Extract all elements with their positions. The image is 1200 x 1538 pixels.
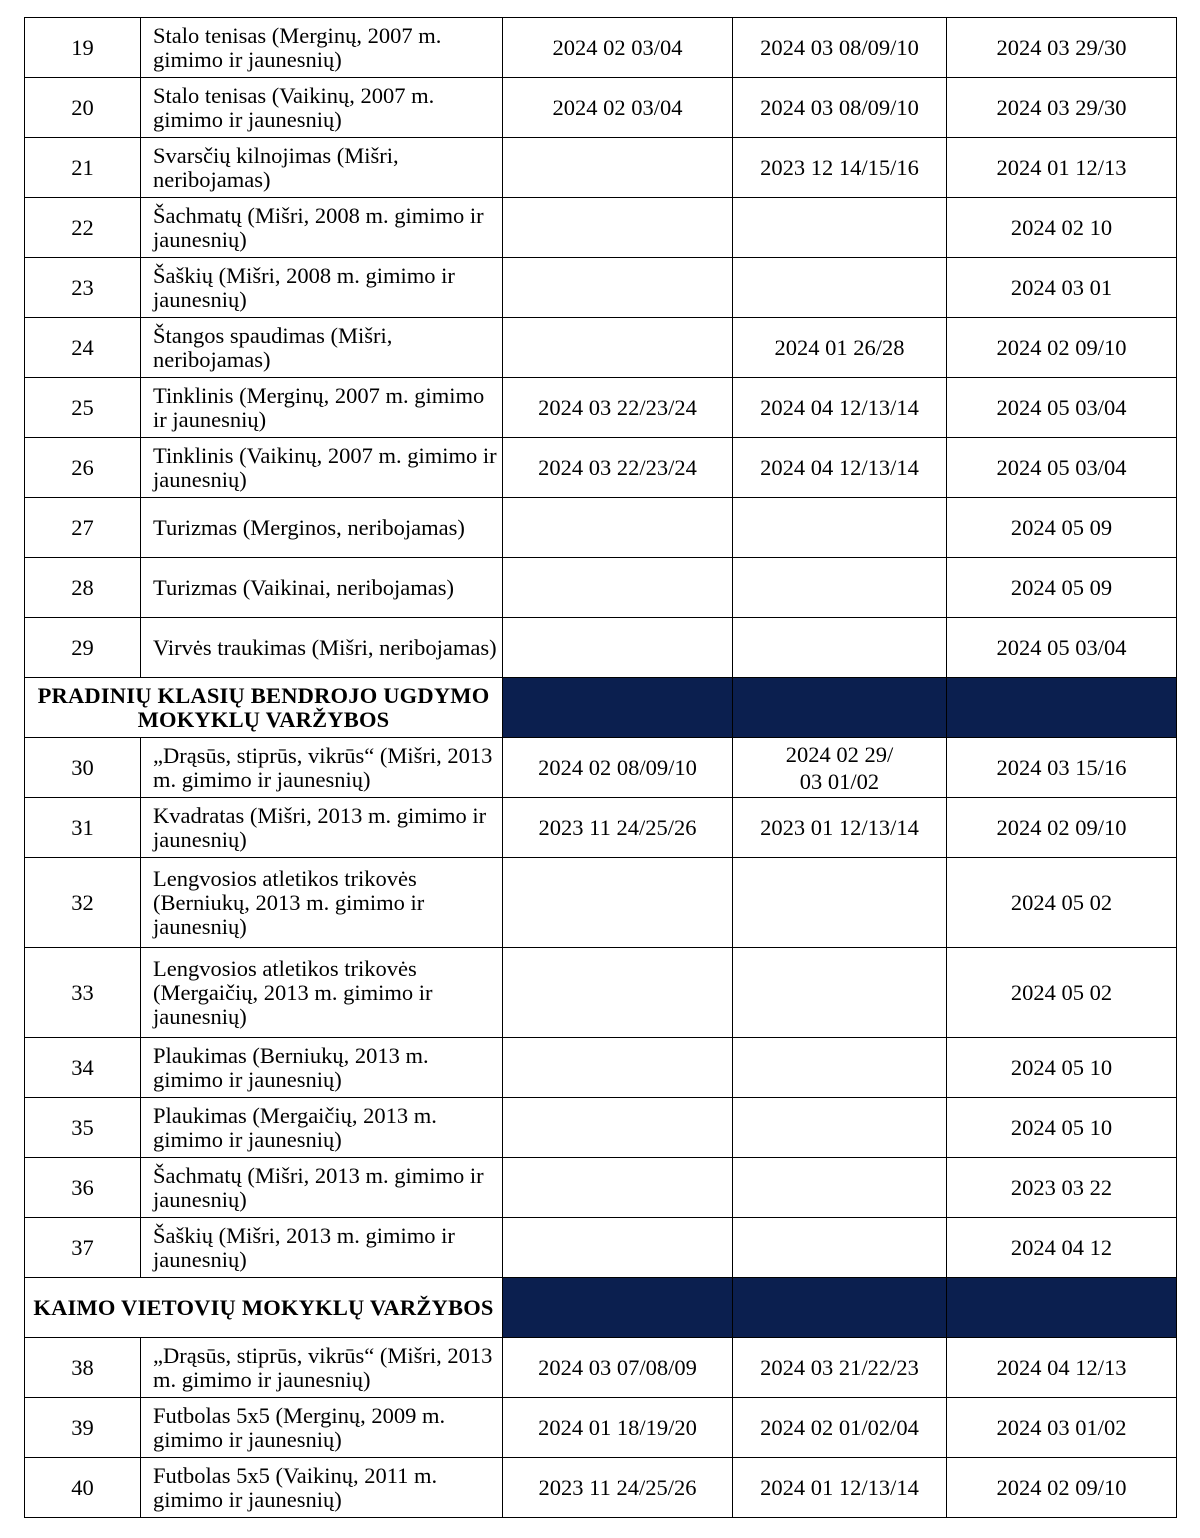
row-number: 30 xyxy=(25,738,141,798)
date-stage-1 xyxy=(503,498,733,558)
section-fill-cell xyxy=(947,1278,1177,1338)
date-stage-1 xyxy=(503,138,733,198)
date-stage-1: 2024 02 03/04 xyxy=(503,18,733,78)
table-row xyxy=(25,1158,1177,1218)
date-stage-2 xyxy=(733,498,947,558)
table-row xyxy=(25,138,1177,198)
date-stage-3: 2024 01 12/13 xyxy=(947,138,1177,198)
table-row xyxy=(25,1338,1177,1398)
date-stage-1: 2023 11 24/25/26 xyxy=(503,1458,733,1518)
section-fill-cell xyxy=(733,1278,947,1338)
date-stage-3: 2024 05 02 xyxy=(947,948,1177,1038)
date-stage-1: 2024 03 07/08/09 xyxy=(503,1338,733,1398)
date-stage-3: 2024 05 09 xyxy=(947,558,1177,618)
competition-name: Plaukimas (Berniukų, 2013 m. gimimo ir jaunesnių) xyxy=(141,1038,503,1098)
date-stage-1 xyxy=(503,258,733,318)
date-stage-2: 2024 03 08/09/10 xyxy=(733,78,947,138)
row-number: 20 xyxy=(25,78,141,138)
date-stage-2: 2023 12 14/15/16 xyxy=(733,138,947,198)
competition-name: „Drąsūs, stiprūs, vikrūs“ (Mišri, 2013 m. gimimo ir jaunesnių) xyxy=(141,1338,503,1398)
date-stage-3: 2023 03 22 xyxy=(947,1158,1177,1218)
date-stage-3: 2024 02 10 xyxy=(947,198,1177,258)
competition-name: Šachmatų (Mišri, 2008 m. gimimo ir jaunesnių) xyxy=(141,198,503,258)
section-title-primary: PRADINIŲ KLASIŲ BENDROJO UGDYMO MOKYKLŲ VARŽYBOS xyxy=(25,678,503,738)
row-number: 38 xyxy=(25,1338,141,1398)
date-stage-2 xyxy=(733,1038,947,1098)
row-number: 29 xyxy=(25,618,141,678)
date-stage-3: 2024 05 03/04 xyxy=(947,378,1177,438)
date-stage-3: 2024 03 29/30 xyxy=(947,78,1177,138)
row-number: 19 xyxy=(25,18,141,78)
row-number: 21 xyxy=(25,138,141,198)
date-stage-2 xyxy=(733,858,947,948)
row-number: 34 xyxy=(25,1038,141,1098)
date-stage-3: 2024 05 09 xyxy=(947,498,1177,558)
competition-name: Plaukimas (Mergaičių, 2013 m. gimimo ir jaunesnių) xyxy=(141,1098,503,1158)
table-row xyxy=(25,1218,1177,1278)
date-stage-2 xyxy=(733,558,947,618)
competition-name: Stalo tenisas (Merginų, 2007 m. gimimo ir jaunesnių) xyxy=(141,18,503,78)
section-fill-cell xyxy=(947,678,1177,738)
table-row xyxy=(25,378,1177,438)
competition-name: Virvės traukimas (Mišri, neribojamas) xyxy=(141,618,503,678)
row-number: 37 xyxy=(25,1218,141,1278)
competition-name: Štangos spaudimas (Mišri, neribojamas) xyxy=(141,318,503,378)
date-stage-3: 2024 05 10 xyxy=(947,1098,1177,1158)
row-number: 24 xyxy=(25,318,141,378)
competition-name: Kvadratas (Mišri, 2013 m. gimimo ir jaunesnių) xyxy=(141,798,503,858)
table-row xyxy=(25,798,1177,858)
section-header-row xyxy=(25,1278,1177,1338)
date-stage-1: 2024 02 03/04 xyxy=(503,78,733,138)
date-stage-2: 2024 04 12/13/14 xyxy=(733,378,947,438)
date-stage-1 xyxy=(503,1218,733,1278)
date-stage-2: 2024 01 26/28 xyxy=(733,318,947,378)
date-stage-2: 2023 01 12/13/14 xyxy=(733,798,947,858)
competition-name: Turizmas (Merginos, neribojamas) xyxy=(141,498,503,558)
competition-name: Turizmas (Vaikinai, neribojamas) xyxy=(141,558,503,618)
date-stage-1 xyxy=(503,858,733,948)
row-number: 31 xyxy=(25,798,141,858)
date-stage-1: 2024 02 08/09/10 xyxy=(503,738,733,798)
table-row xyxy=(25,1038,1177,1098)
competition-name: Tinklinis (Vaikinų, 2007 m. gimimo ir jaunesnių) xyxy=(141,438,503,498)
date-stage-1 xyxy=(503,558,733,618)
competition-name: Šaškių (Mišri, 2008 m. gimimo ir jaunesnių) xyxy=(141,258,503,318)
date-stage-3: 2024 05 10 xyxy=(947,1038,1177,1098)
date-stage-3: 2024 02 09/10 xyxy=(947,318,1177,378)
date-stage-1 xyxy=(503,198,733,258)
date-stage-1 xyxy=(503,618,733,678)
table-row xyxy=(25,558,1177,618)
date-stage-3: 2024 04 12 xyxy=(947,1218,1177,1278)
table-row xyxy=(25,1458,1177,1518)
table-row xyxy=(25,618,1177,678)
date-stage-1 xyxy=(503,948,733,1038)
table-row xyxy=(25,1398,1177,1458)
date-stage-3: 2024 05 03/04 xyxy=(947,618,1177,678)
row-number: 35 xyxy=(25,1098,141,1158)
competition-name: Šachmatų (Mišri, 2013 m. gimimo ir jaunesnių) xyxy=(141,1158,503,1218)
section-header-row xyxy=(25,678,1177,738)
table-row xyxy=(25,438,1177,498)
table-row xyxy=(25,1098,1177,1158)
date-stage-1 xyxy=(503,1158,733,1218)
section-fill-cell xyxy=(503,678,733,738)
date-stage-2 xyxy=(733,198,947,258)
row-number: 26 xyxy=(25,438,141,498)
date-stage-2: 2024 04 12/13/14 xyxy=(733,438,947,498)
table-row xyxy=(25,738,1177,798)
date-stage-1: 2024 03 22/23/24 xyxy=(503,378,733,438)
section-fill-cell xyxy=(503,1278,733,1338)
section-fill-cell xyxy=(733,678,947,738)
row-number: 28 xyxy=(25,558,141,618)
date-stage-3: 2024 02 09/10 xyxy=(947,798,1177,858)
date-stage-3: 2024 04 12/13 xyxy=(947,1338,1177,1398)
date-stage-1: 2024 01 18/19/20 xyxy=(503,1398,733,1458)
date-stage-3: 2024 03 15/16 xyxy=(947,738,1177,798)
date-stage-1: 2024 03 22/23/24 xyxy=(503,438,733,498)
date-stage-3: 2024 03 01 xyxy=(947,258,1177,318)
date-stage-2: 2024 03 21/22/23 xyxy=(733,1338,947,1398)
date-stage-2: 2024 02 01/02/04 xyxy=(733,1398,947,1458)
competition-schedule-table xyxy=(24,17,1177,1518)
date-stage-2: 2024 01 12/13/14 xyxy=(733,1458,947,1518)
date-stage-1: 2023 11 24/25/26 xyxy=(503,798,733,858)
table-row xyxy=(25,318,1177,378)
date-stage-2: 2024 03 08/09/10 xyxy=(733,18,947,78)
table-row xyxy=(25,948,1177,1038)
competition-name: „Drąsūs, stiprūs, vikrūs“ (Mišri, 2013 m. gimimo ir jaunesnių) xyxy=(141,738,503,798)
table-row xyxy=(25,198,1177,258)
row-number: 22 xyxy=(25,198,141,258)
date-stage-2 xyxy=(733,1158,947,1218)
date-stage-2 xyxy=(733,618,947,678)
date-stage-3: 2024 03 29/30 xyxy=(947,18,1177,78)
competition-name: Futbolas 5x5 (Merginų, 2009 m. gimimo ir jaunesnių) xyxy=(141,1398,503,1458)
row-number: 36 xyxy=(25,1158,141,1218)
row-number: 39 xyxy=(25,1398,141,1458)
table-row xyxy=(25,858,1177,948)
table-row xyxy=(25,258,1177,318)
date-stage-2 xyxy=(733,1098,947,1158)
date-stage-1 xyxy=(503,1038,733,1098)
row-number: 25 xyxy=(25,378,141,438)
date-stage-2 xyxy=(733,1218,947,1278)
table-row xyxy=(25,18,1177,78)
row-number: 27 xyxy=(25,498,141,558)
table-row xyxy=(25,78,1177,138)
competition-name: Stalo tenisas (Vaikinų, 2007 m. gimimo ir jaunesnių) xyxy=(141,78,503,138)
date-stage-1 xyxy=(503,1098,733,1158)
table-row xyxy=(25,498,1177,558)
date-stage-3: 2024 05 03/04 xyxy=(947,438,1177,498)
date-stage-2 xyxy=(733,948,947,1038)
date-stage-2 xyxy=(733,258,947,318)
section-title-rural: KAIMO VIETOVIŲ MOKYKLŲ VARŽYBOS xyxy=(25,1278,503,1338)
row-number: 23 xyxy=(25,258,141,318)
date-stage-3: 2024 02 09/10 xyxy=(947,1458,1177,1518)
competition-name: Lengvosios atletikos trikovės (Berniukų, 2013 m. gimimo ir jaunesnių) xyxy=(141,858,503,948)
schedule-page xyxy=(24,17,1177,1518)
competition-name: Šaškių (Mišri, 2013 m. gimimo ir jaunesnių) xyxy=(141,1218,503,1278)
row-number: 40 xyxy=(25,1458,141,1518)
competition-name: Svarsčių kilnojimas (Mišri, neribojamas) xyxy=(141,138,503,198)
date-stage-3: 2024 03 01/02 xyxy=(947,1398,1177,1458)
date-stage-3: 2024 05 02 xyxy=(947,858,1177,948)
competition-name: Tinklinis (Merginų, 2007 m. gimimo ir jaunesnių) xyxy=(141,378,503,438)
row-number: 32 xyxy=(25,858,141,948)
row-number: 33 xyxy=(25,948,141,1038)
date-stage-2: 2024 02 29/ 03 01/02 xyxy=(733,738,947,798)
competition-name: Lengvosios atletikos trikovės (Mergaičių, 2013 m. gimimo ir jaunesnių) xyxy=(141,948,503,1038)
competition-name: Futbolas 5x5 (Vaikinų, 2011 m. gimimo ir jaunesnių) xyxy=(141,1458,503,1518)
date-stage-1 xyxy=(503,318,733,378)
